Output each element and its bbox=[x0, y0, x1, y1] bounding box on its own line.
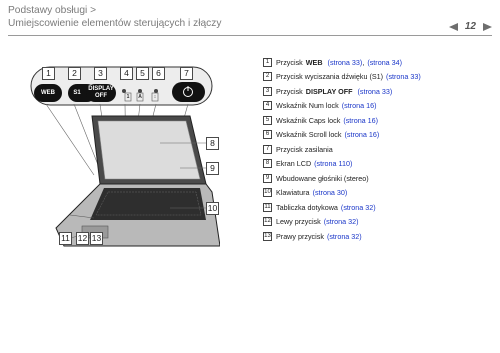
link-separator: , bbox=[362, 57, 365, 67]
callout-3: 3 bbox=[94, 67, 107, 80]
callout-7: 7 bbox=[180, 67, 193, 80]
item-description: Wbudowane głośniki (stereo) bbox=[276, 173, 369, 183]
item-description: Przycisk wyciszania dźwięku (S1) bbox=[276, 72, 384, 82]
callout-6: 6 bbox=[152, 67, 165, 80]
item-description: Prawy przycisk bbox=[276, 231, 324, 241]
list-item bbox=[263, 186, 421, 201]
item-description: Klawiatura bbox=[276, 188, 310, 198]
item-number-box: 3 bbox=[263, 87, 272, 96]
caps-lock-icon: A bbox=[138, 94, 142, 100]
page-reference-link[interactable]: (strona 34) bbox=[367, 57, 403, 67]
callout-4: 4 bbox=[120, 67, 133, 80]
laptop-illustration bbox=[30, 50, 220, 250]
page-number: 12 bbox=[464, 21, 476, 32]
laptop-figure bbox=[30, 50, 220, 250]
scroll-lock-icon: ↕ bbox=[153, 94, 157, 100]
list-item bbox=[263, 113, 421, 128]
callout-5: 5 bbox=[136, 67, 149, 80]
list-item bbox=[263, 99, 421, 114]
breadcrumb-page-title: Umiejscowienie elementów sterujących i złączy bbox=[8, 18, 222, 29]
component-list bbox=[263, 55, 421, 244]
callout-12: 12 bbox=[77, 233, 88, 243]
item-number-box: 7 bbox=[263, 145, 272, 154]
item-number-box: 6 bbox=[263, 130, 272, 139]
item-number-box: 2 bbox=[263, 72, 272, 81]
page-reference-link[interactable]: (strona 16) bbox=[343, 115, 379, 125]
page-reference-link[interactable]: (strona 32) bbox=[323, 217, 359, 227]
callout-10: 10 bbox=[207, 203, 218, 213]
display-button-label: DISPLAY bbox=[88, 86, 114, 92]
list-item bbox=[263, 171, 421, 186]
list-item bbox=[263, 215, 421, 230]
off-button-label: OFF bbox=[95, 93, 107, 99]
item-description: Ekran LCD bbox=[276, 159, 312, 169]
item-prefix: Przycisk bbox=[276, 57, 303, 67]
list-item bbox=[263, 157, 421, 172]
item-description: Lewy przycisk bbox=[276, 217, 321, 227]
item-bold-name: WEB bbox=[305, 57, 323, 67]
list-item bbox=[263, 142, 421, 157]
page-navigation bbox=[449, 21, 492, 32]
page-reference-link[interactable]: (strona 16) bbox=[341, 101, 377, 111]
item-number-box: 13 bbox=[264, 232, 271, 239]
page-reference-link[interactable]: (strona 33) bbox=[357, 86, 393, 96]
item-number-box: 4 bbox=[263, 101, 272, 110]
page-reference-link[interactable]: (strona 110) bbox=[314, 159, 353, 169]
callout-11: 11 bbox=[59, 232, 72, 245]
list-item bbox=[263, 84, 421, 99]
web-button-label: WEB bbox=[41, 90, 55, 96]
page-reference-link[interactable]: (strona 16) bbox=[344, 130, 380, 140]
item-description: Wskaźnik Caps lock bbox=[276, 115, 341, 125]
breadcrumb-section[interactable]: Podstawy obsługi > bbox=[8, 5, 97, 16]
breadcrumb bbox=[8, 4, 221, 30]
page-reference-link[interactable]: (strona 32) bbox=[326, 231, 362, 241]
callout-2: 2 bbox=[68, 67, 81, 80]
previous-page-arrow-icon[interactable] bbox=[449, 23, 458, 31]
page-reference-link[interactable]: (strona 30) bbox=[312, 188, 348, 198]
header-divider bbox=[8, 35, 492, 36]
item-number-box: 10 bbox=[264, 189, 271, 196]
item-description: Wskaźnik Scroll lock bbox=[276, 130, 342, 140]
item-description: Przycisk zasilania bbox=[276, 144, 333, 154]
list-item bbox=[263, 70, 421, 85]
item-number-box: 5 bbox=[263, 116, 272, 125]
callout-1: 1 bbox=[42, 67, 55, 80]
item-description: Wskaźnik Num lock bbox=[276, 101, 339, 111]
page-reference-link[interactable]: (strona 32) bbox=[340, 202, 376, 212]
page-reference-link[interactable]: (strona 33) bbox=[327, 57, 363, 67]
page-reference-link[interactable]: (strona 33) bbox=[386, 72, 421, 82]
callout-13: 13 bbox=[91, 233, 102, 243]
item-number-box: 9 bbox=[263, 174, 272, 183]
list-item bbox=[263, 229, 421, 244]
callout-9: 9 bbox=[206, 162, 219, 175]
item-prefix: Przycisk bbox=[276, 86, 303, 96]
item-bold-name: DISPLAY OFF bbox=[305, 86, 353, 96]
s1-button-label: S1 bbox=[73, 90, 81, 96]
list-item bbox=[263, 200, 421, 215]
list-item bbox=[263, 128, 421, 143]
item-number-box: 11 bbox=[264, 203, 271, 210]
item-number-box: 12 bbox=[264, 218, 271, 225]
list-item bbox=[263, 55, 421, 70]
num-lock-icon: 1 bbox=[126, 94, 130, 100]
callout-8: 8 bbox=[206, 137, 219, 150]
item-number-box: 1 bbox=[263, 58, 272, 67]
item-description: Tabliczka dotykowa bbox=[276, 202, 338, 212]
item-number-box: 8 bbox=[263, 159, 272, 168]
next-page-arrow-icon[interactable] bbox=[483, 23, 492, 31]
